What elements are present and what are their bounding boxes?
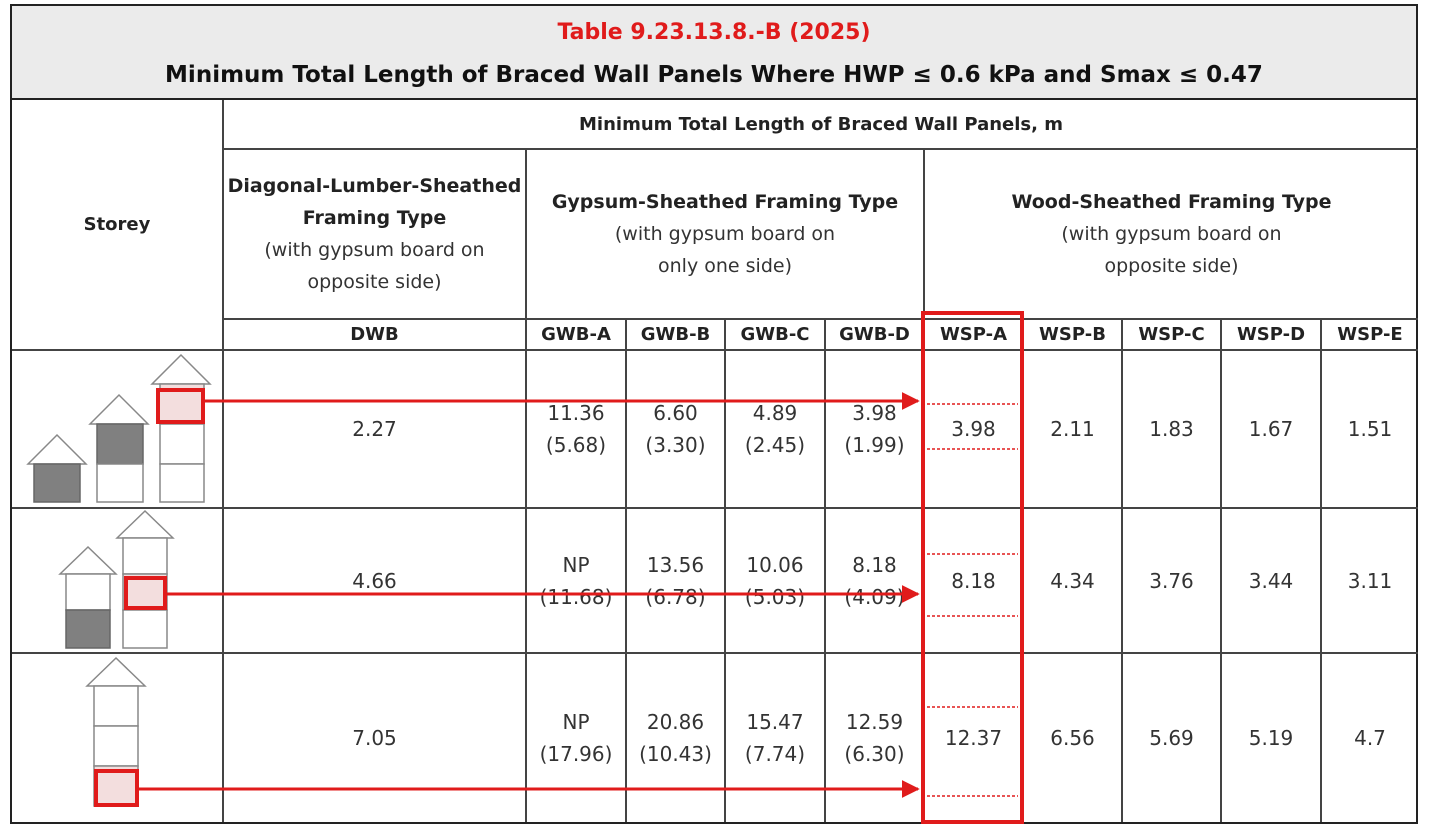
table-cell: [726, 654, 824, 822]
cell-value: 12.37: [944, 726, 1003, 750]
table-cell: [1222, 654, 1320, 822]
diagonal-group-header: [224, 150, 525, 318]
table-title: Minimum Total Length of Braced Wall Panels Where HWP ≤ 0.6 kPa and Smax ≤ 0.47: [165, 62, 1263, 88]
cell-value: 3.98: [852, 401, 897, 425]
cell-value: 1.51: [1347, 417, 1393, 441]
group-name: Diagonal-Lumber-Sheathed: [227, 175, 522, 197]
column-header: WSP-E: [1337, 324, 1403, 345]
table-cell: [527, 654, 625, 822]
group-note: (with gypsum board on: [264, 239, 485, 261]
cell-value-alt: (1.99): [844, 433, 905, 457]
table-cell: [726, 351, 824, 507]
cell-value-alt: (11.68): [539, 584, 613, 609]
table-cell: [1123, 351, 1220, 507]
cell-value: 7.05: [352, 726, 397, 750]
group-note: only one side): [658, 255, 792, 277]
cell-value: 5.19: [1248, 726, 1294, 750]
table-cell: [726, 509, 824, 652]
cell-value: 5.69: [1149, 726, 1194, 750]
group-note: opposite side): [307, 271, 442, 293]
column-header: GWB-B: [640, 324, 711, 345]
table-cell: [627, 351, 724, 507]
group-note: opposite side): [1104, 255, 1239, 277]
column-header: GWB-D: [839, 324, 910, 345]
table-cell: [627, 509, 724, 652]
cell-value-alt: (10.43): [639, 742, 712, 766]
table-cell: [224, 351, 525, 507]
table-number: Table 9.23.13.8.-B (2025): [557, 20, 871, 45]
cell-value: 4.66: [352, 568, 397, 593]
cell-value: 10.06: [746, 552, 804, 577]
cell-value: 13.56: [646, 552, 705, 577]
cell-value-alt: (5.03): [744, 584, 806, 609]
table-cell: [1123, 654, 1220, 822]
cell-value: 12.59: [845, 710, 904, 734]
wood-group-header: [925, 150, 1418, 318]
table-cell: [1024, 351, 1121, 507]
cell-value-alt: (4.09): [844, 584, 905, 609]
column-header: WSP-D: [1236, 324, 1306, 345]
cell-value: 6.60: [653, 401, 698, 425]
cell-value: 11.36: [547, 401, 605, 425]
cell-value: 8.18: [951, 568, 996, 593]
cell-value: 8.18: [852, 552, 897, 577]
cell-value: 2.11: [1050, 417, 1095, 441]
column-header: GWB-A: [541, 324, 611, 345]
group-name: Gypsum-Sheathed Framing Type: [551, 191, 899, 213]
cell-value: NP: [562, 552, 590, 577]
column-header: DWB: [350, 324, 399, 345]
cell-value: 4.7: [1354, 726, 1386, 750]
table-cell: [925, 509, 1022, 652]
cell-value: 3.11: [1347, 568, 1393, 593]
table-cell: [1222, 351, 1320, 507]
group-note: (with gypsum board on: [1061, 223, 1282, 245]
cell-value-alt: (6.30): [844, 742, 905, 766]
cell-value-alt: (17.96): [539, 742, 613, 766]
column-header: WSP-C: [1138, 324, 1205, 345]
cell-value-alt: (5.68): [545, 433, 607, 457]
cell-value: 2.27: [352, 417, 397, 441]
cell-value: 6.56: [1050, 726, 1095, 750]
table-cell: [224, 654, 525, 822]
table-cell: [826, 654, 923, 822]
table-cell: [826, 509, 923, 652]
table-cell: [1322, 654, 1418, 822]
column-header: GWB-C: [740, 324, 810, 345]
table-cell: [1123, 509, 1220, 652]
cell-value: 4.89: [752, 401, 798, 425]
table-cell: [224, 509, 525, 652]
table-cell: [1024, 654, 1121, 822]
table-cell: [1024, 509, 1121, 652]
table-cell: [1322, 351, 1418, 507]
cell-value-alt: (6.78): [645, 584, 706, 609]
gypsum-group-header: [527, 150, 923, 318]
storey-header: Storey: [83, 214, 151, 235]
cell-value: 20.86: [646, 710, 705, 734]
cell-value: 3.98: [951, 417, 996, 441]
group-name: Wood-Sheathed Framing Type: [1011, 191, 1332, 213]
cell-value-alt: (2.45): [744, 433, 806, 457]
cell-value-alt: (3.30): [645, 433, 706, 457]
cell-value: 15.47: [746, 710, 804, 734]
group-name: Framing Type: [302, 207, 447, 229]
cell-value: 1.67: [1248, 417, 1294, 441]
cell-value-alt: (7.74): [744, 742, 806, 766]
group-note: (with gypsum board on: [614, 223, 836, 245]
table-cell: [925, 654, 1022, 822]
cell-value: 1.83: [1149, 417, 1194, 441]
column-header: WSP-B: [1039, 324, 1106, 345]
table-cell: [1222, 509, 1320, 652]
title-band: [12, 6, 1416, 100]
table-cell: [527, 351, 625, 507]
span-header: Minimum Total Length of Braced Wall Panels, m: [579, 113, 1063, 135]
cell-value: 3.44: [1248, 568, 1294, 593]
column-header: WSP-A: [939, 324, 1008, 345]
table-cell: [826, 351, 923, 507]
table-cell: [627, 654, 724, 822]
table-cell: [925, 351, 1022, 507]
table-cell: [527, 509, 625, 652]
cell-value: NP: [562, 710, 590, 734]
cell-value: 3.76: [1149, 568, 1194, 593]
table-cell: [1322, 509, 1418, 652]
cell-value: 4.34: [1050, 568, 1095, 593]
